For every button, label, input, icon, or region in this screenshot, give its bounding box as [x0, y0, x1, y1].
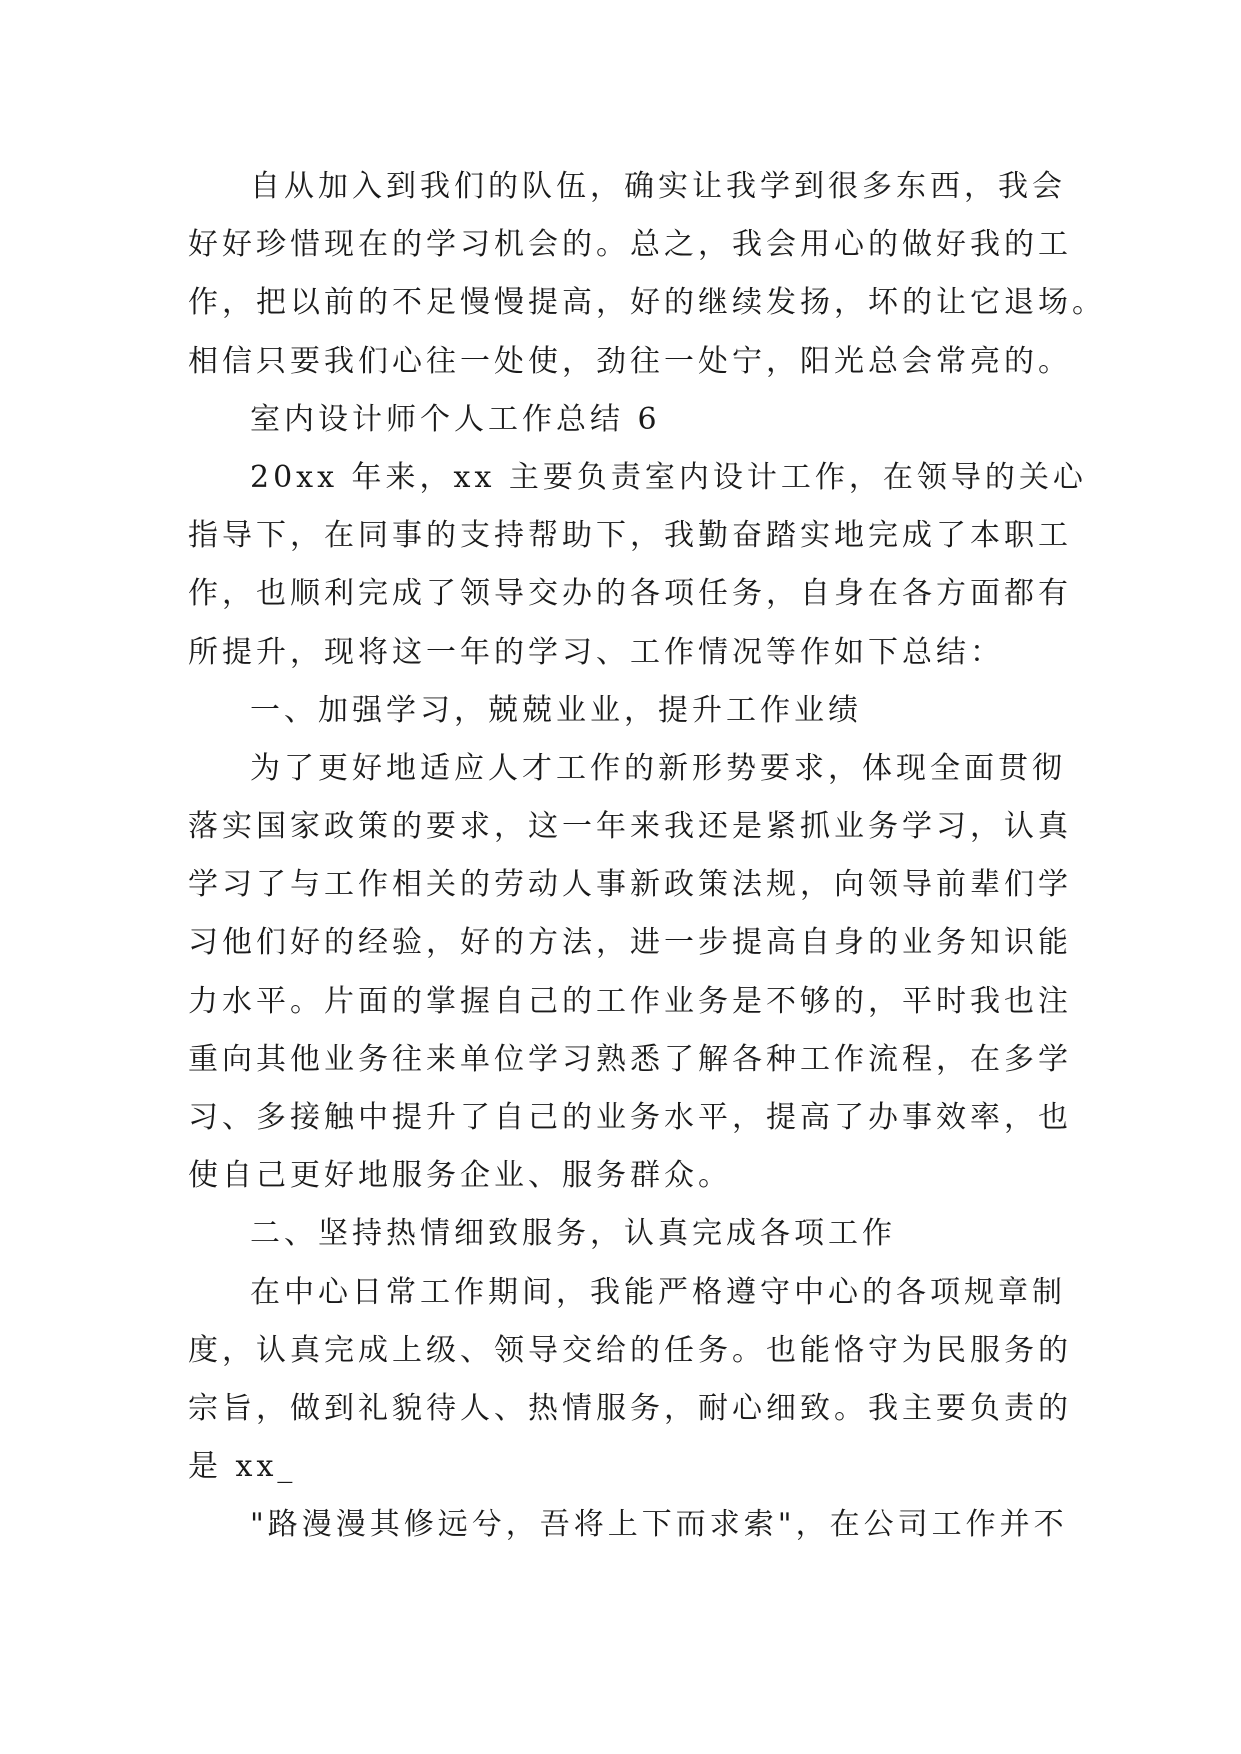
text-line: 习、多接触中提升了自己的业务水平，提高了办事效率，也: [188, 1100, 1072, 1135]
text-line: 是 xx_: [188, 1449, 297, 1485]
text-line: 为了更好地适应人才工作的新形势要求，体现全面贯彻: [250, 750, 1066, 786]
text-line: 使自己更好地服务企业、服务群众。: [188, 1158, 732, 1194]
text-line: 作，把以前的不足慢慢提高，好的继续发扬，坏的让它退场。: [188, 285, 1106, 321]
text-line: 好好珍惜现在的学习机会的。总之，我会用心的做好我的工: [188, 227, 1072, 263]
section-title: 室内设计师个人工作总结 6: [250, 401, 661, 437]
document-body: [188, 158, 1106, 1555]
text-line: 学习了与工作相关的劳动人事新政策法规，向领导前辈们学: [188, 867, 1072, 903]
text-line: 力水平。片面的掌握自己的工作业务是不够的，平时我也注: [188, 983, 1072, 1019]
section-heading: 一、加强学习，兢兢业业，提升工作业绩: [250, 692, 862, 728]
text-line: 度，认真完成上级、领导交给的任务。也能恪守为民服务的: [188, 1332, 1072, 1368]
text-line: 作，也顺利完成了领导交办的各项任务，自身在各方面都有: [188, 576, 1072, 612]
text-line: 在中心日常工作期间，我能严格遵守中心的各项规章制: [250, 1274, 1066, 1310]
text-line: 宗旨，做到礼貌待人、热情服务，耐心细致。我主要负责的: [188, 1390, 1072, 1426]
text-line: 指导下，在同事的支持帮助下，我勤奋踏实地完成了本职工: [188, 518, 1072, 554]
text-line: 落实国家政策的要求，这一年来我还是紧抓业务学习，认真: [188, 809, 1072, 845]
text-line: 习他们好的经验，好的方法，进一步提高自身的业务知识能: [188, 925, 1072, 961]
text-line: 重向其他业务往来单位学习熟悉了解各种工作流程，在多学: [188, 1041, 1072, 1077]
text-line: 所提升，现将这一年的学习、工作情况等作如下总结：: [188, 634, 1004, 670]
text-line: "路漫漫其修远兮，吾将上下而求索"，在公司工作并不: [250, 1507, 1068, 1543]
section-heading: 二、坚持热情细致服务，认真完成各项工作: [250, 1216, 896, 1252]
text-line: 20xx 年来，xx 主要负责室内设计工作，在领导的关心: [250, 459, 1087, 495]
text-line: 自从加入到我们的队伍，确实让我学到很多东西，我会: [250, 169, 1066, 204]
text-line: 相信只要我们心往一处使，劲往一处宁，阳光总会常亮的。: [188, 343, 1072, 379]
